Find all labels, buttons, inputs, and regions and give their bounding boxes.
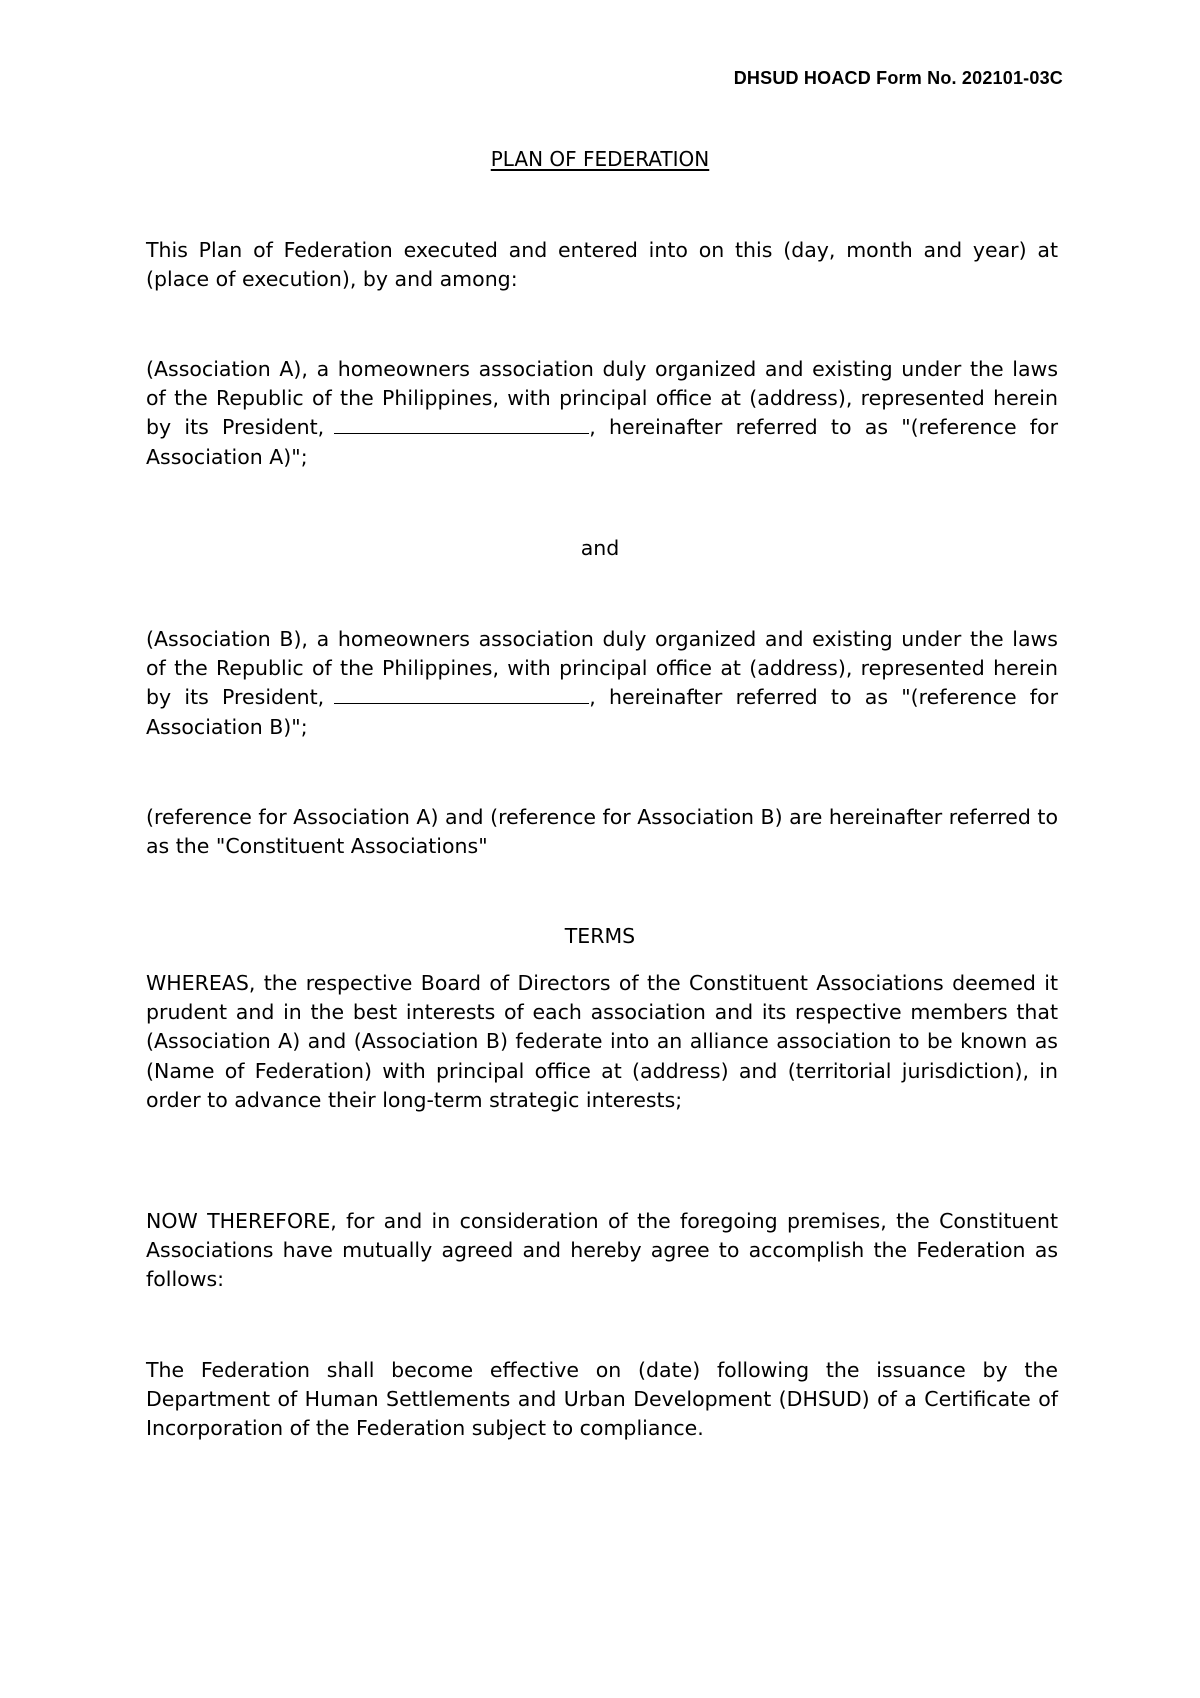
party-b-paragraph (146, 625, 1058, 742)
effectivity-paragraph: The Federation shall become effective on (date) following the issuance by the Department of Human Settlements and Urban Development (DHSUD) of a Certificate of Incorporation of the Federation subject to compliance. (146, 1358, 1058, 1441)
party-a-paragraph (146, 355, 1058, 472)
document-title: PLAN OF FEDERATION (490, 147, 710, 171)
now-therefore-paragraph: NOW THEREFORE, for and in consideration of the foregoing premises, the Constituent Associations have mutually agreed and hereby agree to accomplish the Federation as follows: (146, 1209, 1058, 1292)
form-number: DHSUD HOACD Form No. 202101-03C (733, 68, 1063, 88)
party-b-reference-text: , hereinafter referred to as "(reference for Association B)"; (146, 685, 1058, 739)
party-a-president-blank[interactable] (334, 415, 589, 434)
constituents-paragraph: (reference for Association A) and (reference for Association B) are hereinafter referred to as the "Constituent Associations" (146, 805, 1058, 859)
party-a-reference-text: , hereinafter referred to as "(reference for Association A)"; (146, 415, 1058, 469)
party-b-president-blank[interactable] (334, 685, 589, 704)
party-b-text: (Association B), a homeowners association duly organized and existing under the laws of the Republic of the Philippines, with principal office at (address), represented herein by its President, (146, 627, 1058, 710)
whereas-paragraph: WHEREAS, the respective Board of Directors of the Constituent Associations deemed it prudent and in the best interests of each association and its respective members that (Association A) and (Association B) federate into an alliance association to be known as (Name of Federation) with principal office at (address) and (territorial jurisdiction), in order to advance their long-term strategic interests; (146, 971, 1058, 1112)
terms-heading: TERMS (564, 924, 636, 948)
intro-paragraph: This Plan of Federation executed and entered into on this (day, month and year) at (place of execution), by and among: (146, 238, 1058, 292)
conjunction-and: and (580, 536, 620, 560)
party-a-text: (Association A), a homeowners association duly organized and existing under the laws of the Republic of the Philippines, with principal office at (address), represented herein by its President, (146, 357, 1058, 440)
